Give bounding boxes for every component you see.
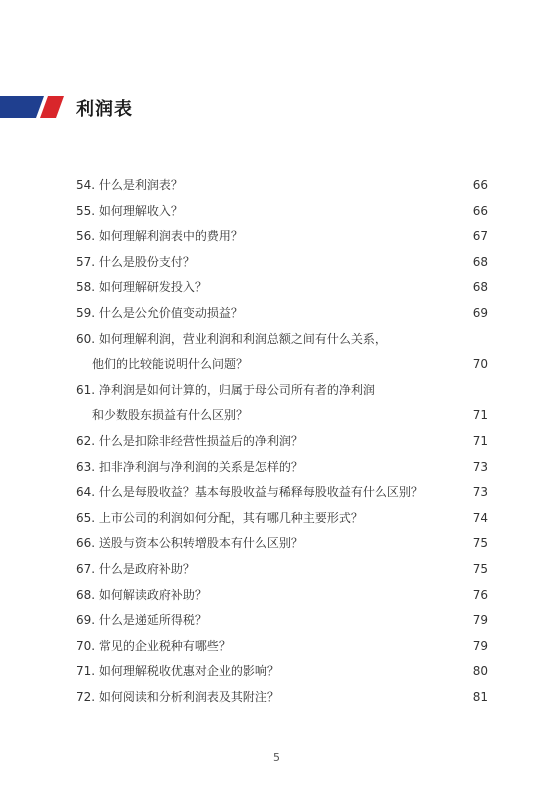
- toc-entry[interactable]: [76, 173, 488, 199]
- toc-entry[interactable]: [76, 455, 488, 481]
- toc-entry-page: 68: [472, 280, 488, 295]
- toc-entry-title: 59. 什么是公允价值变动损益？: [76, 305, 243, 320]
- toc-entry-title: 70. 常见的企业税种有哪些？: [76, 638, 231, 653]
- toc-entry-title: 67. 什么是政府补助？: [76, 561, 195, 576]
- toc-entry[interactable]: [76, 378, 488, 404]
- toc-entry-title: 他们的比较能说明什么问题？: [92, 357, 249, 372]
- toc-entry-page: 71: [472, 433, 488, 448]
- header-stripe-blue: [0, 96, 44, 118]
- toc-entry-page: 80: [472, 664, 488, 679]
- toc-entry-page: 66: [472, 203, 488, 218]
- toc-entry-title: 58. 如何理解研发投入？: [76, 280, 207, 295]
- toc-entry-title: 64. 什么是每股收益？基本每股收益与稀释每股收益有什么区别？: [76, 485, 423, 500]
- toc-entry-title: 57. 什么是股份支付？: [76, 254, 195, 269]
- section-title: 利润表: [76, 99, 133, 120]
- toc-entry[interactable]: [76, 199, 488, 225]
- toc-entry-page: 76: [472, 587, 488, 602]
- toc-entry[interactable]: [76, 327, 488, 353]
- toc-entry[interactable]: [76, 608, 488, 634]
- toc-entry-title: 60. 如何理解利润，营业利润和利润总额之间有什么关系，: [76, 331, 387, 346]
- toc-entry[interactable]: [76, 480, 488, 506]
- section-header-bar: [0, 96, 64, 118]
- header-stripe-red: [40, 96, 64, 118]
- toc-entry-page: 69: [472, 305, 488, 320]
- toc-entry-title: 63. 扣非净利润与净利润的关系是怎样的？: [76, 459, 303, 474]
- toc-entry[interactable]: [76, 583, 488, 609]
- toc-entry[interactable]: [76, 506, 488, 532]
- toc-entry-page: 79: [472, 613, 488, 628]
- toc-entry[interactable]: [76, 352, 488, 378]
- toc-entry[interactable]: [76, 685, 488, 711]
- toc-entry[interactable]: [76, 531, 488, 557]
- toc-entry[interactable]: [76, 301, 488, 327]
- toc-entry-page: 75: [472, 561, 488, 576]
- toc-entry-page: 81: [472, 689, 488, 704]
- toc-entry-page: 68: [472, 254, 488, 269]
- toc-entry-page: 73: [472, 485, 488, 500]
- toc-entry[interactable]: [76, 659, 488, 685]
- toc-entry-page: 71: [472, 408, 488, 423]
- toc-entry-title: 68. 如何解读政府补助？: [76, 587, 207, 602]
- toc-entry-page: 73: [472, 459, 488, 474]
- toc-entry-page: 79: [472, 638, 488, 653]
- toc-entry[interactable]: [76, 557, 488, 583]
- toc-entry-title: 56. 如何理解利润表中的费用？: [76, 229, 243, 244]
- toc-entry-page: 70: [472, 357, 488, 372]
- toc-entry-title: 55. 如何理解收入？: [76, 203, 183, 218]
- toc-entry-title: 和少数股东损益有什么区别？: [92, 408, 249, 423]
- toc-entry[interactable]: [76, 429, 488, 455]
- toc-entry-title: 54. 什么是利润表？: [76, 178, 183, 192]
- toc-entry-page: 74: [472, 510, 488, 525]
- toc-entry-title: 72. 如何阅读和分析利润表及其附注？: [76, 689, 279, 704]
- toc-entry-page: 67: [472, 229, 488, 244]
- table-of-contents: [76, 173, 488, 710]
- toc-entry[interactable]: [76, 250, 488, 276]
- toc-entry-title: 66. 送股与资本公积转增股本有什么区别？: [76, 536, 303, 551]
- header-stripe-graphic: [0, 96, 64, 118]
- toc-entry-title: 65. 上市公司的利润如何分配，其有哪几种主要形式？: [76, 510, 363, 525]
- toc-entry-page: 75: [472, 536, 488, 551]
- toc-entry[interactable]: [76, 275, 488, 301]
- toc-entry[interactable]: [76, 634, 488, 660]
- toc-entry-page: 66: [472, 178, 488, 192]
- toc-entry[interactable]: [76, 403, 488, 429]
- toc-entry-title: 71. 如何理解税收优惠对企业的影响？: [76, 664, 279, 679]
- toc-entry[interactable]: [76, 224, 488, 250]
- toc-entry-title: 62. 什么是扣除非经营性损益后的净利润？: [76, 433, 303, 448]
- toc-entry-title: 61. 净利润是如何计算的，归属于母公司所有者的净利润: [76, 382, 375, 397]
- toc-entry-title: 69. 什么是递延所得税？: [76, 613, 207, 628]
- page-number: 5: [273, 751, 280, 764]
